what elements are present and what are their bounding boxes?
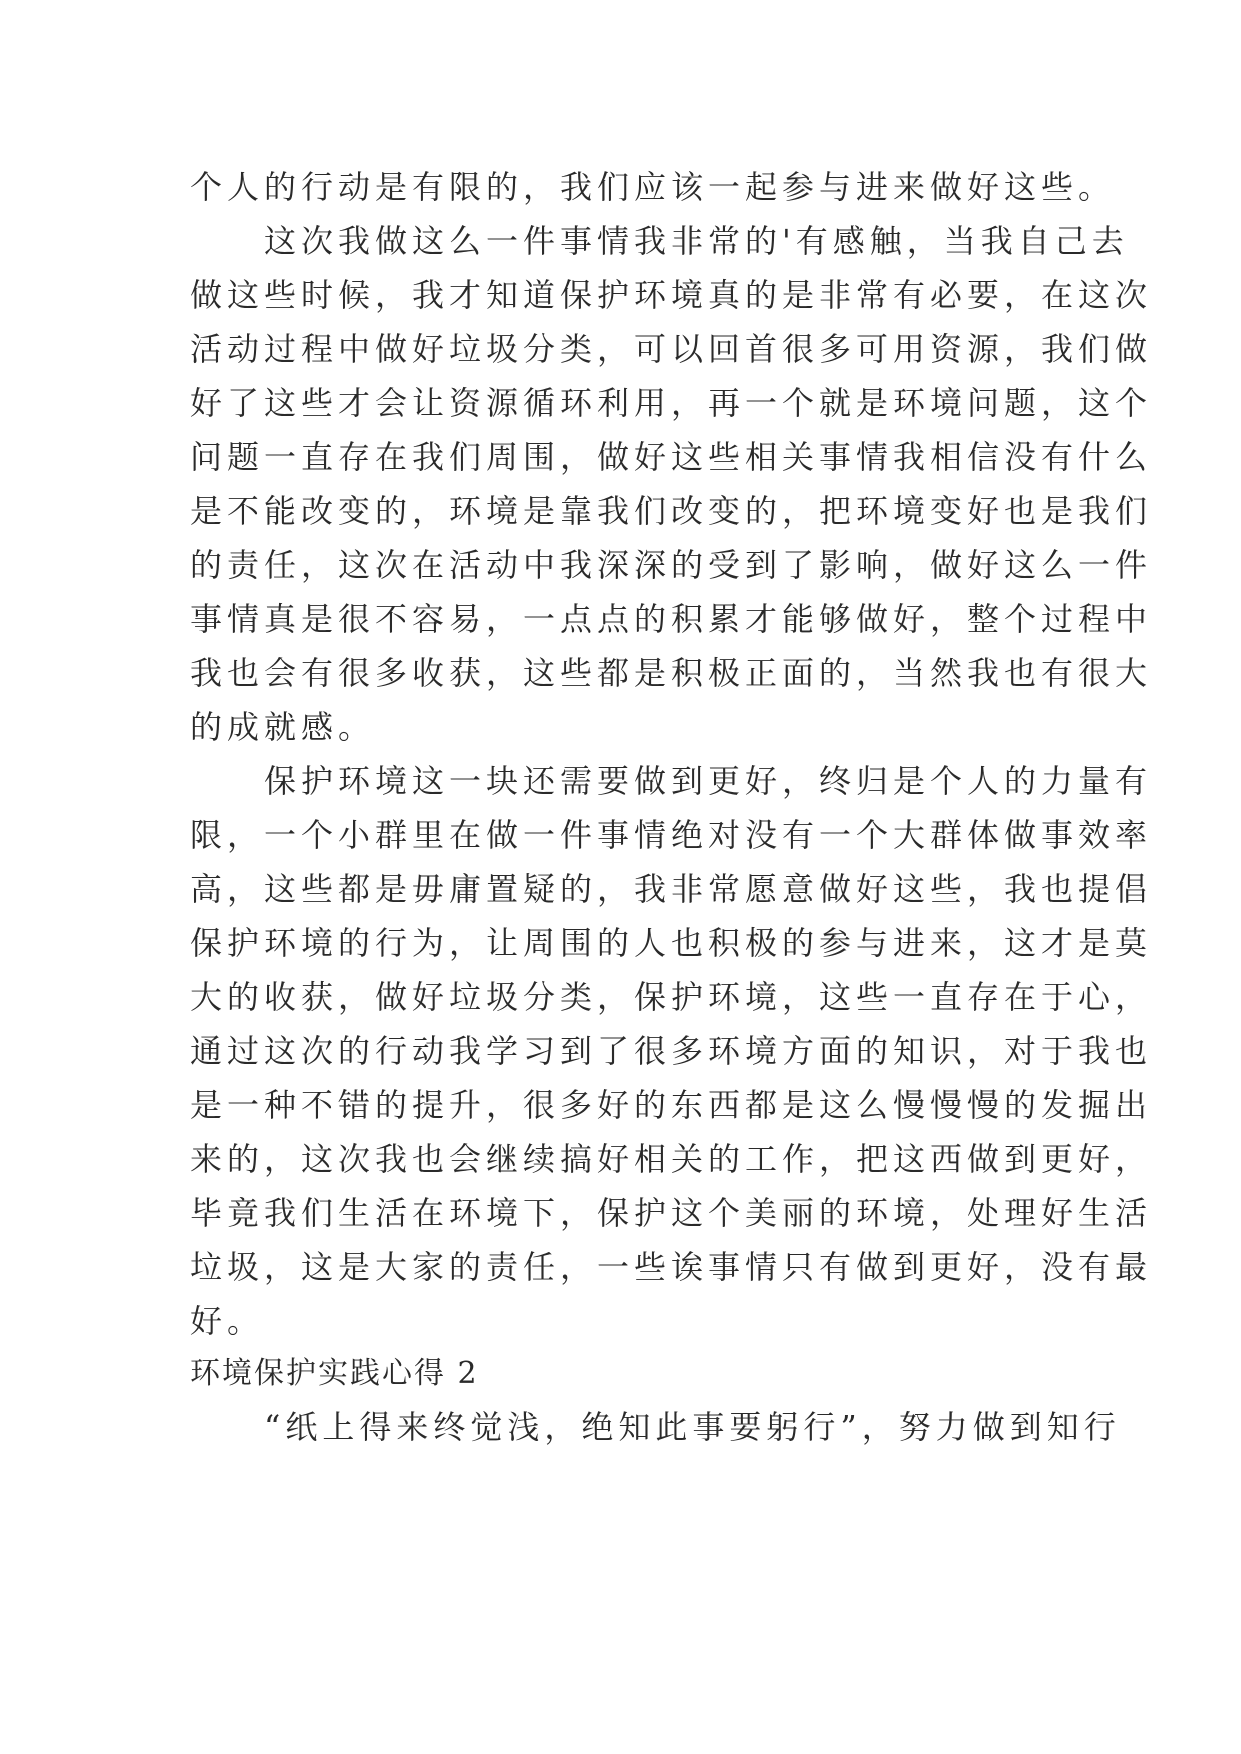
body-line-22: 好。 xyxy=(190,1302,265,1340)
body-line-21: 垃圾，这是大家的责任，一些诶事情只有做到更好，没有最 xyxy=(190,1248,1153,1286)
body-line-15: 保护环境的行为，让周围的人也积极的参与进来，这才是莫 xyxy=(190,924,1153,962)
body-line-7: 是不能改变的，环境是靠我们改变的，把环境变好也是我们 xyxy=(190,492,1153,530)
body-line-8: 的责任，这次在活动中我深深的受到了影响，做好这么一件 xyxy=(190,546,1153,584)
body-line-3: 做这些时候，我才知道保护环境真的是非常有必要，在这次 xyxy=(190,276,1153,314)
body-line-16: 大的收获，做好垃圾分类，保护环境，这些一直存在于心， xyxy=(190,978,1153,1016)
body-line-14: 高，这些都是毋庸置疑的，我非常愿意做好这些，我也提倡 xyxy=(190,870,1153,908)
body-line-6: 问题一直存在我们周围，做好这些相关事情我相信没有什么 xyxy=(190,438,1153,476)
body-line-4: 活动过程中做好垃圾分类，可以回首很多可用资源，我们做 xyxy=(190,330,1153,368)
body-line-last: “纸上得来终觉浅，绝知此事要躬行”，努力做到知行 xyxy=(190,1408,1121,1446)
body-line-9: 事情真是很不容易，一点点的积累才能够做好，整个过程中 xyxy=(190,600,1153,638)
body-line-19: 来的，这次我也会继续搞好相关的工作，把这西做到更好， xyxy=(190,1140,1153,1178)
body-line-13: 限，一个小群里在做一件事情绝对没有一个大群体做事效率 xyxy=(190,816,1153,854)
body-line-18: 是一种不错的提升，很多好的东西都是这么慢慢慢的发掘出 xyxy=(190,1086,1153,1124)
document-body xyxy=(190,160,1153,1454)
body-line-12: 保护环境这一块还需要做到更好，终归是个人的力量有 xyxy=(190,762,1153,800)
body-line-10: 我也会有很多收获，这些都是积极正面的，当然我也有很大 xyxy=(190,654,1153,692)
body-line-17: 通过这次的行动我学习到了很多环境方面的知识，对于我也 xyxy=(190,1032,1153,1070)
body-line-5: 好了这些才会让资源循环利用，再一个就是环境问题，这个 xyxy=(190,384,1153,422)
body-line-20: 毕竟我们生活在环境下，保护这个美丽的环境，处理好生活 xyxy=(190,1194,1153,1232)
body-line-2: 这次我做这么一件事情我非常的'有感触，当我自己去 xyxy=(190,222,1129,260)
body-line-11: 的成就感。 xyxy=(190,708,376,746)
section-heading: 环境保护实践心得 2 xyxy=(190,1356,479,1391)
body-line-1: 个人的行动是有限的，我们应该一起参与进来做好这些。 xyxy=(190,168,1116,206)
